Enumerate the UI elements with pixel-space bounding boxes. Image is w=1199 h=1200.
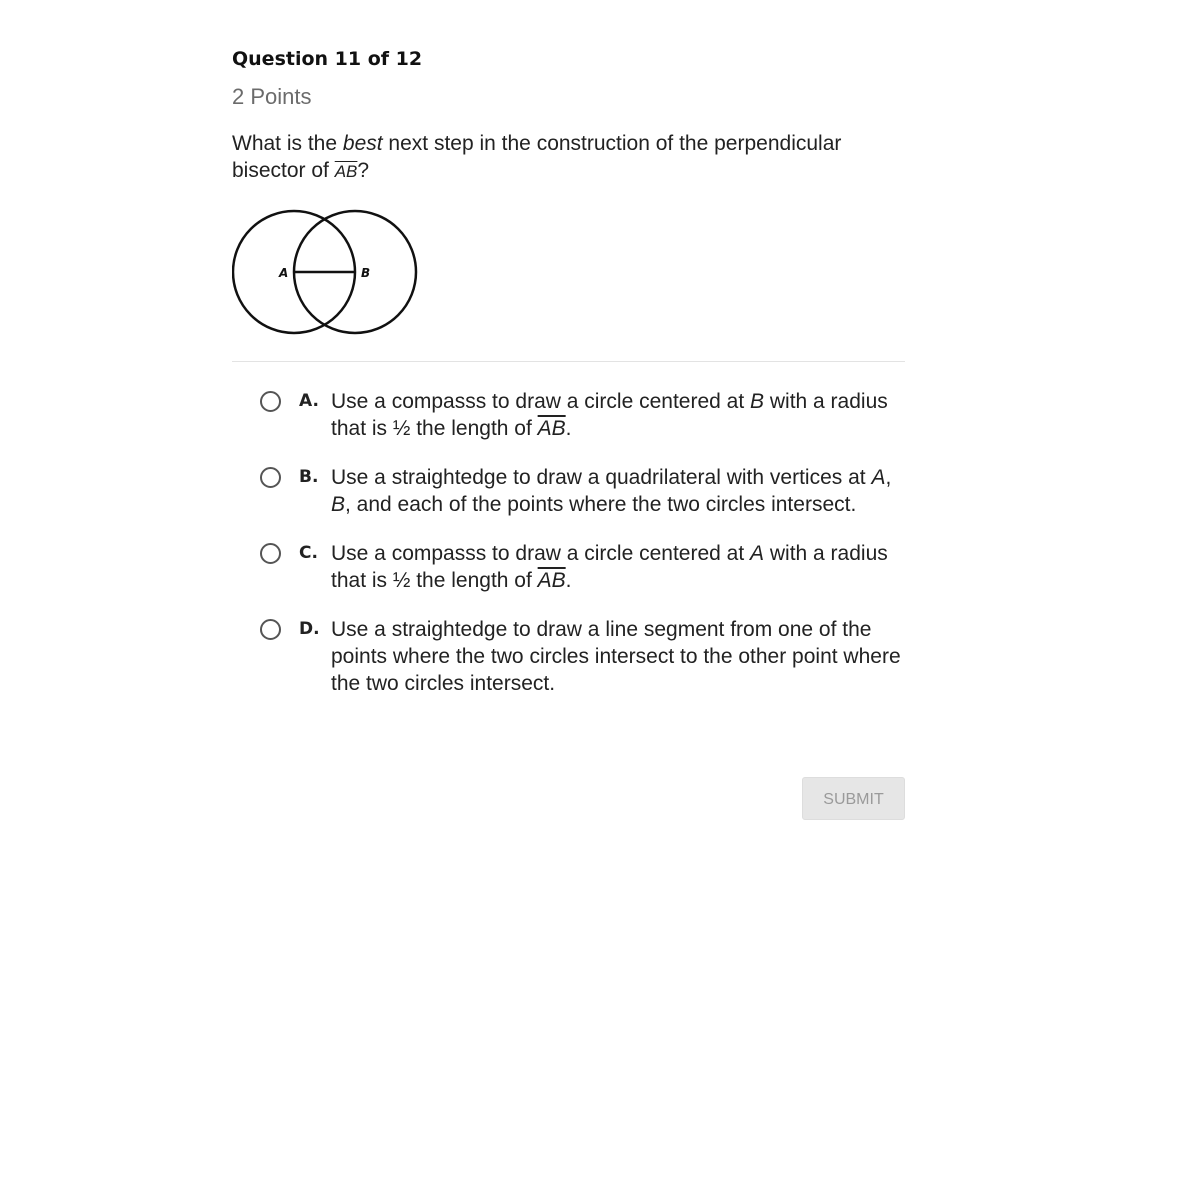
choice-text-segment: with a radius that is ½ the length of [331,390,888,440]
label-b: B [361,266,371,280]
radio-button[interactable] [260,543,281,564]
prompt-text-2: next step in the construction of the perpendicular bisector of [232,132,842,182]
choice-italic-text: A [750,542,765,565]
radio-button[interactable] [260,619,281,640]
choice-text-segment: . [565,417,572,440]
choice-text-segment: . [565,569,572,592]
label-a: A [279,266,289,280]
choice-text [331,616,905,697]
prompt-text-3: ? [357,159,370,182]
choice-letter: B. [299,467,319,487]
question-number: Question 11 of 12 [232,48,423,70]
choice-text-segment: Use a compasss to draw a circle centered at [331,390,751,413]
prompt-emphasis: best [342,132,383,155]
choice-letter: D. [299,619,320,639]
construction-diagram [232,209,422,339]
choice-text-segment: Use a straightedge to draw a quadrilateral with vertices at [331,466,872,489]
answer-choices [260,388,905,697]
choice-italic-text: A [871,466,886,489]
divider [232,361,905,362]
question-prompt [232,130,892,185]
choice-text-segment: , [885,466,892,489]
choice-italic-text: B [750,390,765,413]
choice-c[interactable] [260,540,905,594]
submit-button[interactable]: SUBMIT [802,777,905,820]
choice-letter: A. [299,391,319,411]
choice-italic-text: B [331,493,346,516]
construction-figure [232,209,422,339]
choice-text [331,540,905,594]
radio-button[interactable] [260,391,281,412]
choice-text-segment: , and each of the points where the two circles intersect. [345,493,857,516]
choice-d[interactable] [260,616,905,697]
choice-text [331,388,905,442]
choice-text [331,464,905,518]
choice-text-segment: with a radius that is ½ the length of [331,542,888,592]
question-panel [232,44,905,719]
segment-notation: $\overline{AB}$ [537,417,566,440]
choice-letter: C. [299,543,318,563]
radio-button[interactable] [260,467,281,488]
choice-b[interactable] [260,464,905,518]
choice-a[interactable] [260,388,905,442]
choice-text-segment: Use a compasss to draw a circle centered at [331,542,751,565]
question-points: 2 Points [232,84,312,109]
segment-notation: $\overline{AB}$ [537,569,566,592]
prompt-text-1: What is the [232,132,343,155]
prompt-segment: $\overline{AB}$ [334,162,358,181]
choice-text-segment: Use a straightedge to draw a line segment from one of the points where the two circles intersect to the other point where the two circles intersect. [331,618,901,695]
